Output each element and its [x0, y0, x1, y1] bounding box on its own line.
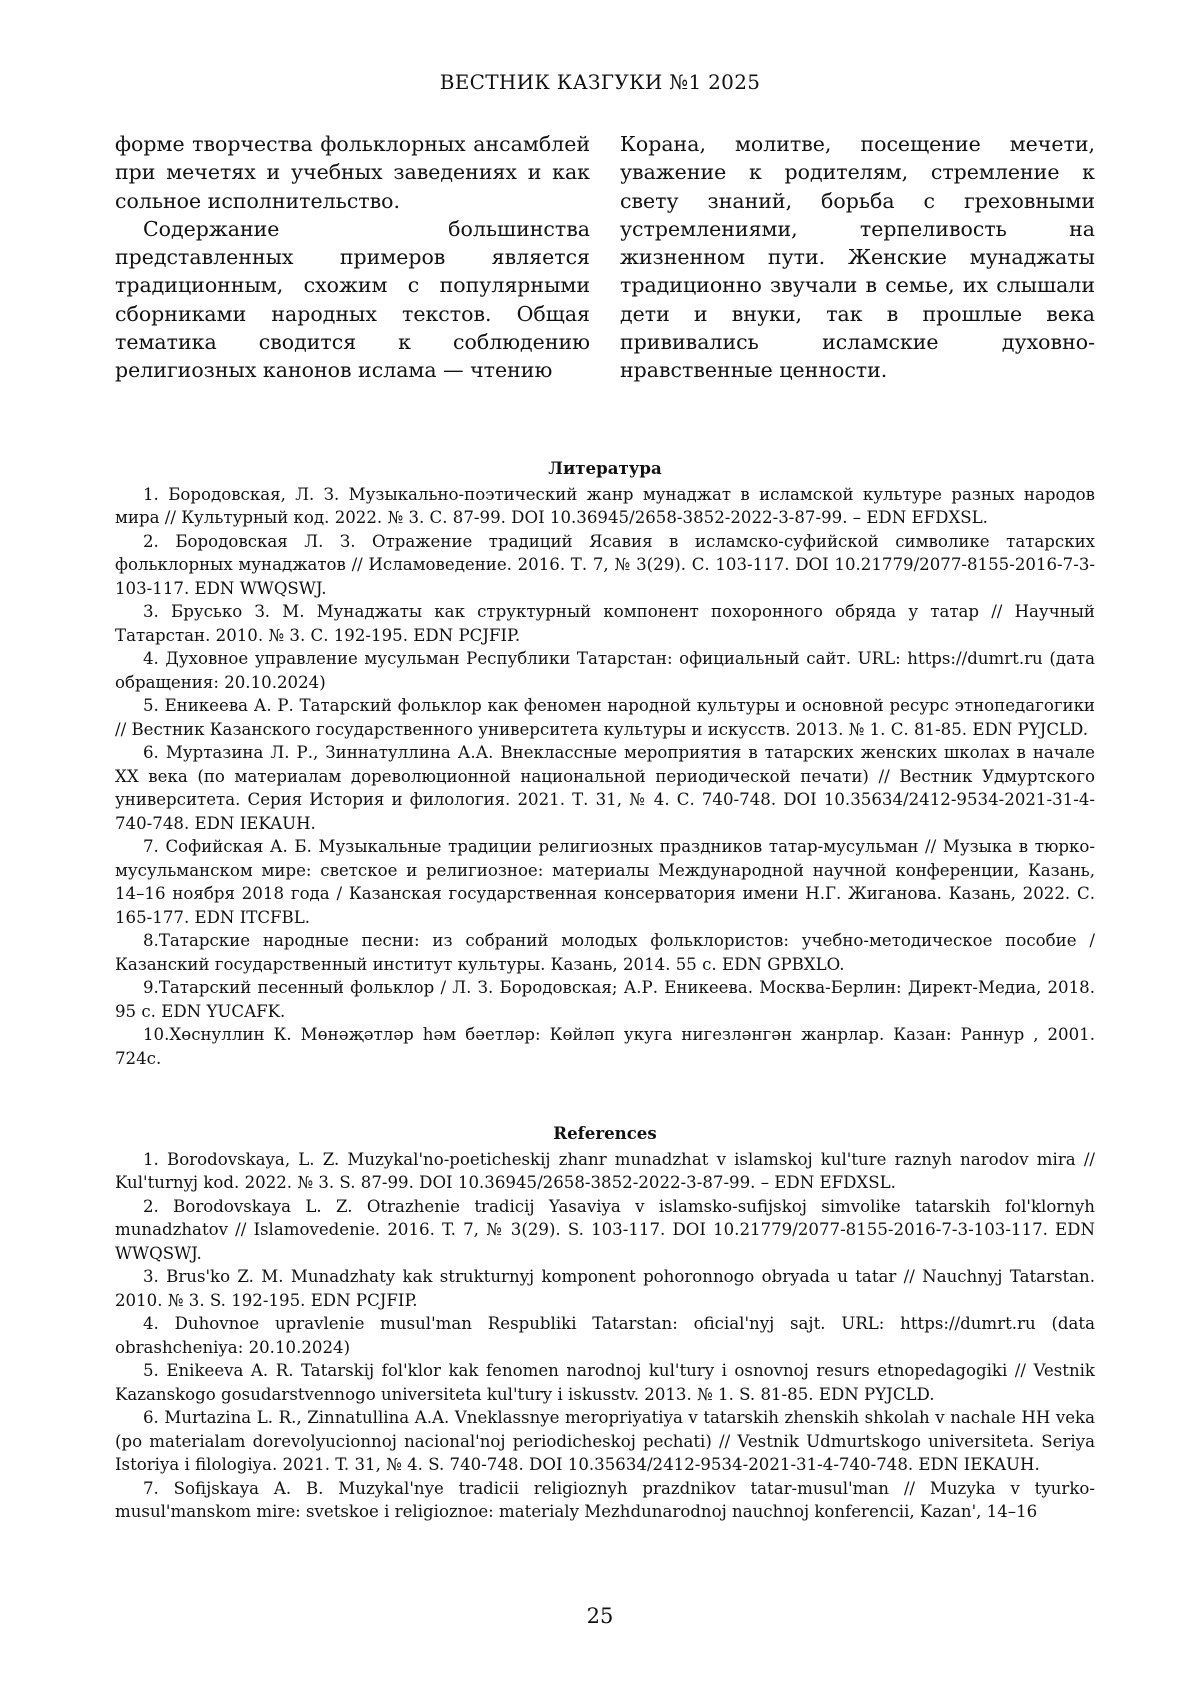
reference-item: 1. Бородовская, Л. З. Музыкально-поэтический жанр мунаджат в исламской культуре разных народов мира // Культурный код. 2022. № 3. С. 87-99. DOI 10.36945/2658-3852-2022-3-87-99. – EDN EFDXSL.: [115, 484, 1095, 527]
references-heading: References: [553, 1123, 657, 1143]
reference-item: 5. Enikeeva A. R. Tatarskij fol'klor kak fenomen narodnoj kul'tury i osnovnoj resurs etnopedagogiki // Vestnik Kazanskogo gosudarstvennogo universiteta kul'tury i iskusstv. 2013. № 1. S. 81-85. EDN PYJCLD.: [115, 1361, 1095, 1404]
reference-item: 9.Татарский песенный фольклор / Л. З. Бородовская; А.Р. Еникеева. Москва-Берлин: Директ-Медиа, 2018. 95 с. EDN YUCAFK.: [115, 978, 1095, 1021]
reference-item: 3. Brus'ko Z. M. Munadzhaty kak strukturnyj komponent pohoronnogo obryada u tatar // Nauchnyj Tatarstan. 2010. № 3. S. 192-195. EDN PCJFIP.: [115, 1267, 1095, 1310]
journal-header: ВЕСТНИК КАЗГУКИ №1 2025: [439, 70, 761, 94]
reference-item: 5. Еникеева А. Р. Татарский фольклор как феномен народной культуры и основной ресурс этнопедагогики // Вестник Казанского государственного университета культуры и искусств. 2013. № 1. С. 81-85. EDN PYJCLD.: [115, 696, 1095, 739]
reference-item: 10.Хөснуллин К. Мөнәҗәтләр һәм бәетләр: Көйләп укуга нигезләнгән жанрлар. Казан: Раннур , 2001. 724с.: [115, 1025, 1095, 1068]
reference-item: 7. Софийская А. Б. Музыкальные традиции религиозных праздников татар-мусульман // Музыка в тюрко-мусульманском мире: светское и религиозное: материалы Международной научной конференции, Казань, 14–16 ноября 2018 года / Казанская государственная консерватория имени Н.Г. Жиганова. Казань, 2022. С. 165-177. EDN ITCFBL.: [115, 837, 1095, 927]
body-paragraph: форме творчества фольклорных ансамблей при мечетях и учебных заведениях и как сольное исполнительство.: [115, 132, 590, 213]
reference-item: 3. Брусько З. М. Мунаджаты как структурный компонент похоронного обряда у татар // Научный Татарстан. 2010. № 3. С. 192-195. EDN PCJFIP.: [115, 602, 1095, 645]
right-column: [620, 130, 1095, 385]
reference-item: 6. Муртазина Л. Р., Зиннатуллина А.А. Внеклассные мероприятия в татарских женских школах в начале XX века (по материалам дореволюционной национальной периодической печати) // Вестник Удмуртского университета. Серия История и филология. 2021. Т. 31, № 4. С. 740-748. DOI 10.35634/2412-9534-2021-31-4-740-748. EDN IEKAUH.: [115, 743, 1095, 833]
literature-section: [115, 457, 1095, 1070]
reference-item: 6. Murtazina L. R., Zinnatullina A.A. Vneklassnye meropriyatiya v tatarskih zhenskih shkolah v nachale HH veka (po materialam dorevolyucionnoj nacional'noj periodicheskoj pechati) // Vestnik Udmurtskogo universiteta. Seriya Istoriya i filologiya. 2021. T. 31, № 4. S. 740-748. DOI 10.35634/2412-9534-2021-31-4-740-748. EDN IEKAUH.: [115, 1408, 1095, 1474]
body-paragraph: Содержание большинства представленных примеров является традиционным, схожим с популярными сборниками народных текстов. Общая тематика сводится к соблюдению религиозных канонов ислама — чтению: [115, 216, 590, 383]
page-number: 25: [586, 1604, 614, 1628]
body-paragraph: Корана, молитве, посещение мечети, уважение к родителям, стремление к свету знаний, борьба с греховными устремлениями, терпеливость на жизненном пути. Женские мунаджаты традиционно звучали в семье, их слышали дети и внуки, так в прошлые века прививались исламские духовно-нравственные ценности.: [620, 132, 1095, 383]
reference-item: 2. Бородовская Л. З. Отражение традиций Ясавия в исламско-суфийской символике татарских фольклорных мунаджатов // Исламоведение. 2016. Т. 7, № 3(29). С. 103-117. DOI 10.21779/2077-8155-2016-7-3-103-117. EDN WWQSWJ.: [115, 531, 1095, 598]
reference-item: 4. Duhovnoe upravlenie musul'man Respubliki Tatarstan: oficial'nyj sajt. URL: https://dumrt.ru (data obrashcheniya: 20.10.2024): [115, 1314, 1095, 1357]
body-columns: [115, 130, 1095, 385]
literature-heading: Литература: [548, 458, 662, 478]
reference-item: 4. Духовное управление мусульман Республики Татарстан: официальный сайт. URL: https://dumrt.ru (дата обращения: 20.10.2024): [115, 649, 1095, 692]
reference-item: 8.Татарские народные песни: из собраний молодых фольклористов: учебно-методическое пособие / Казанский государственный институт культуры. Казань, 2014. 55 с. EDN GPBXLO.: [115, 931, 1095, 974]
reference-item: 7. Sofijskaya A. B. Muzykal'nye tradicii religioznyh prazdnikov tatar-musul'man // Muzyka v tyurko-musul'manskom mire: svetskoe i religioznoe: materialy Mezhdunarodnoj nauchnoj konferencii, Kazan', 14–16: [115, 1478, 1095, 1521]
left-column: [115, 130, 590, 385]
references-section: [115, 1122, 1095, 1524]
reference-item: 2. Borodovskaya L. Z. Otrazhenie tradicij Yasaviya v islamsko-sufijskoj simvolike tatarskih fol'klornyh munadzhatov // Islamovedenie. 2016. T. 7, № 3(29). S. 103-117. DOI 10.21779/2077-8155-2016-7-3-103-117. EDN WWQSWJ.: [115, 1196, 1095, 1263]
reference-item: 1. Borodovskaya, L. Z. Muzykal'no-poeticheskij zhanr munadzhat v islamskoj kul'ture raznyh narodov mira // Kul'turnyj kod. 2022. № 3. S. 87-99. DOI 10.36945/2658-3852-2022-3-87-99. – EDN EFDXSL.: [115, 1149, 1095, 1192]
